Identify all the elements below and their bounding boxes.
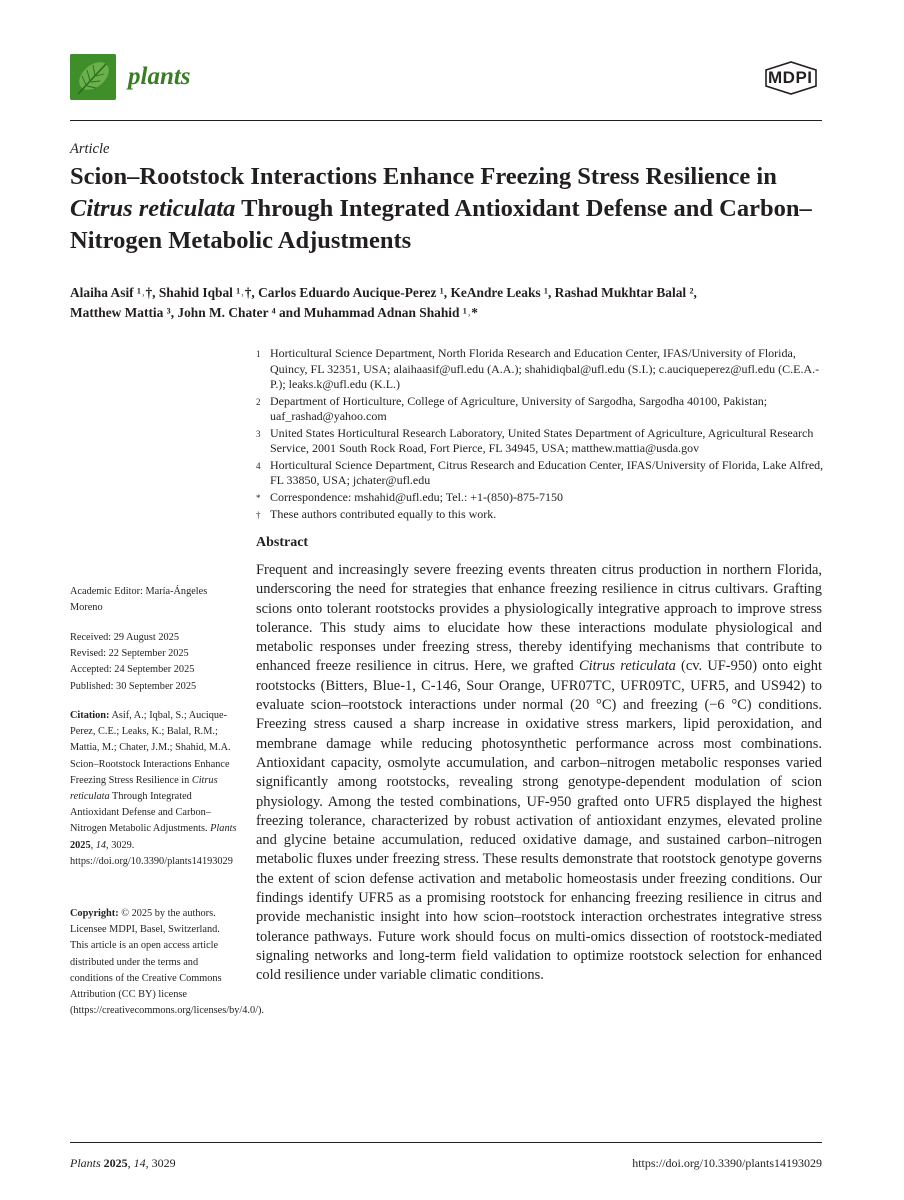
abstract-text: Frequent and increasingly severe freezing events threaten citrus production in northern Florida, underscoring the need for strategies that enhance freezing resilience in citrus cultivars. Grafting scions onto tolerant rootstocks provides a physiologically integrative approach to improve stress tolerance. This study aims to elucidate how these interactions modulate physiological and metabolic responses under freezing stress, thereby identifying mechanisms that contribute to enhanced freeze resilience in citrus. Here, we grafted Citrus reticulata (cv. UF-950) onto eight rootstocks (Bitters, Blue-1, C-146, Sour Orange, UFR07TC, UFR09TC, UFR5, and US942) to evaluate scion–rootstock interactions under normal (20 °C) and freezing (−6 °C) conditions. Freezing stress caused a sharp increase in oxidative stress markers, lipid peroxidation, and membrane damage while reducing photosynthetic performance across most combinations. Antioxidant capacity, osmolyte accumulation, and carbon–nitrogen metabolic responses varied significantly among rootstocks, revealing strong genotype-dependent modulation of scion physiology. Among the tested combinations, UF-950 grafted onto UFR5 displayed the highest freezing tolerance, characterized by robust activation of antioxidant enzymes, elevated proline and glycine betaine accumulation, reduced oxidative damage, and sustained carbon–nitrogen metabolic fluxes under freezing stress. These results demonstrate that rootstock genotype governs the extent of scion defense activation and metabolic homeostasis under freezing conditions. Our findings identify UFR5 as a promising rootstock for enhancing freezing resilience in citrus and provide mechanistic insight into how scion–rootstock interaction orchestrates integrative stress tolerance pathways. Future work should focus on multi-omics dissection of rootstock-mediated signaling networks and long-term field validation to optimize rootstock selection for enhanced cold resilience under variable climatic conditions. [256,562,822,984]
dates [70,630,240,695]
footer-citation: Plants 2025, 14, 3029 [70,1156,176,1170]
equal-contribution-note: † These authors contributed equally to this work. [256,507,497,521]
header-divider [70,120,822,121]
article-title: Scion–Rootstock Interactions Enhance Freezing Stress Resilience in Citrus reticulata Through Integrated Antioxidant Defense and Carbon–Nitrogen Metabolic Adjustments [70,163,812,254]
authors-line-1: Alaiha Asif ¹˒†, Shahid Iqbal ¹˒†, Carlos Eduardo Aucique-Perez ¹, KeAndre Leaks ¹, Rashad Mukhtar Balal ², [70,285,697,300]
journal-name[interactable]: plants [128,63,191,90]
received-date: Received: 29 August 2025 [70,632,179,643]
abstract-heading: Abstract [256,535,309,550]
footer-doi-link[interactable]: https://doi.org/10.3390/plants14193029 [632,1156,822,1170]
affiliation-item: 4 Horticultural Science Department, Citrus Research and Education Center, IFAS/University of Florida, Lake Alfred, FL 33850, USA; jchater@ufl.edu [256,457,824,487]
affiliation-item: 1 Horticultural Science Department, North Florida Research and Education Center, IFAS/University of Florida, Quincy, FL 32351, USA; alaihaasif@ufl.edu (A.A.); shahidiqbal@ufl.edu (S.I.); c.auciqueperez@ufl.edu (C.E.A.-P.); leaks.k@ufl.edu (K.L.) [256,346,820,391]
affiliations [256,346,824,525]
article-type: Article [70,141,110,157]
publisher-logo [762,60,820,96]
correspondence: * Correspondence: mshahid@ufl.edu; Tel.: +1-(850)-875-7150 [256,489,564,504]
publisher-name: MDPI [768,68,813,87]
affiliation-item: 3 United States Horticultural Research Laboratory, United States Department of Agriculture, Agricultural Research Service, 2001 South Rock Road, Fort Pierce, FL 34945, USA; matthew.mattia@usda.gov [256,425,814,455]
copyright-block: Copyright: © 2025 by the authors. Licensee MDPI, Basel, Switzerland. This article is an open access article distributed under the terms and conditions of the Creative Commons Attribution (CC BY) license (https://creativecommons.org/licenses/by/4.0/). [70,908,264,1017]
affiliation-item: 2 Department of Horticulture, College of Agriculture, University of Sargodha, Sargodha 40100, Pakistan; uaf_rashad@yahoo.com [256,393,768,423]
author-list [70,283,822,322]
footer-divider [70,1142,822,1143]
revised-date: Revised: 22 September 2025 [70,648,189,660]
journal-logo [70,54,116,100]
published-date: Published: 30 September 2025 [70,680,197,692]
citation-doi-link[interactable]: , 3029. https://doi.org/10.3390/plants14193029 [70,839,233,867]
authors-line-2: Matthew Mattia ³, John M. Chater ⁴ and Muhammad Adnan Shahid ¹˒* [70,304,478,320]
academic-editor: Academic Editor: María-Ángeles Moreno [70,586,208,614]
accepted-date: Accepted: 24 September 2025 [70,664,195,676]
leaf-icon [70,54,116,100]
citation-block: Citation: Asif, A.; Iqbal, S.; Aucique-Perez, C.E.; Leaks, K.; Balal, R.M.; Mattia, M.; Chater, J.M.; Shahid, M.A. Scion–Rootstock Interactions Enhance Freezing Stress Resilience in Citrus reticulata Through Integrated Antioxidant Defense and Carbon–Nitrogen Metabolic Adjustments. Plants 2025, 14, 3029. https://doi.org/10.3390/plants14193029 [70,710,237,867]
